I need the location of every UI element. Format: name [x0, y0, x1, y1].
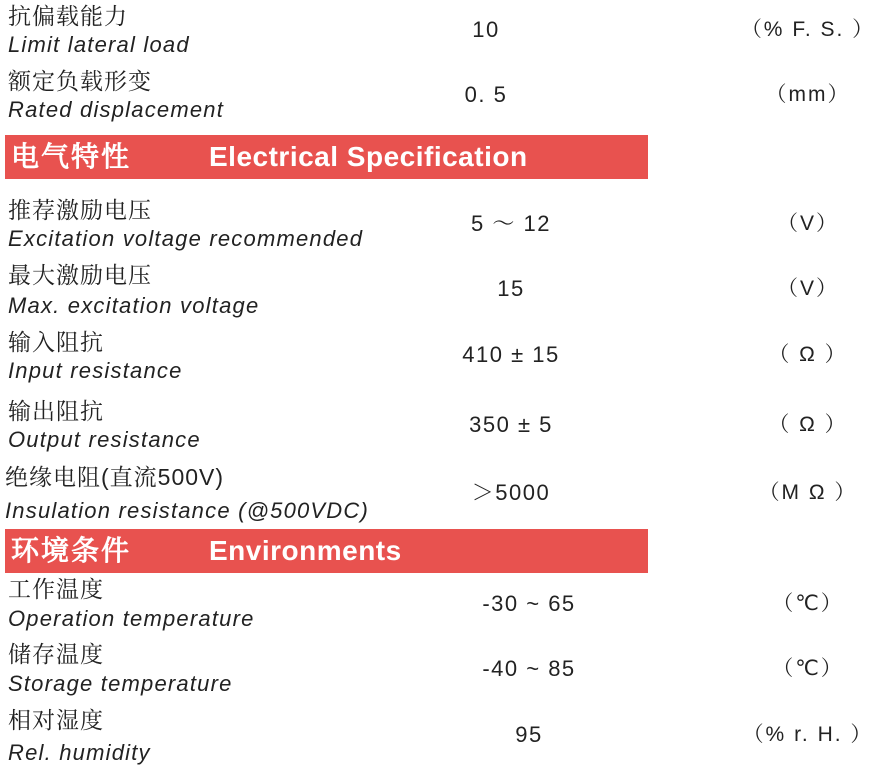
spec-label-en: Max. excitation voltage	[8, 293, 260, 318]
spec-value: ＞5000	[471, 480, 551, 505]
spec-label-en: Input resistance	[8, 358, 183, 383]
spec-label-en: Rated displacement	[8, 97, 225, 122]
spec-label-zh: 推荐激励电压	[8, 197, 152, 223]
spec-value: 15	[497, 276, 525, 301]
spec-label-zh: 工作温度	[8, 576, 104, 602]
section-title-zh: 电气特性	[11, 141, 132, 172]
spec-label-zh: 相对湿度	[8, 707, 104, 733]
spec-unit: （V）	[776, 277, 839, 300]
spec-label-zh: 输入阻抗	[8, 329, 104, 355]
section-title-zh: 环境条件	[11, 535, 132, 566]
spec-unit: （% F. S. ）	[740, 18, 875, 41]
spec-value: 410 ± 15	[462, 342, 560, 367]
spec-label-en: Excitation voltage recommended	[8, 226, 364, 251]
spec-value: 10	[472, 17, 500, 42]
spec-label-en: Limit lateral load	[8, 32, 190, 57]
spec-label-zh: 输出阻抗	[8, 398, 104, 424]
spec-label-en: Operation temperature	[8, 606, 255, 631]
spec-unit: （V）	[776, 212, 839, 235]
spec-unit: （ Ω ）	[768, 343, 848, 366]
spec-unit: （mm）	[765, 83, 851, 106]
spec-label-zh: 储存温度	[8, 641, 104, 667]
spec-value: 95	[515, 722, 543, 747]
spec-label-en: Storage temperature	[8, 671, 233, 696]
spec-label-zh: 最大激励电压	[8, 262, 152, 288]
spec-label-en: Rel. humidity	[8, 740, 151, 765]
spec-label-zh: 绝缘电阻(直流500V)	[5, 464, 225, 490]
spec-value: 5 ～ 12	[471, 211, 551, 236]
spec-label-zh: 额定负载形变	[8, 68, 152, 94]
spec-unit: （℃）	[772, 657, 844, 680]
section-header-environments	[5, 529, 648, 573]
spec-unit: （% r. H. ）	[742, 723, 874, 746]
spec-value: -40 ~ 85	[482, 656, 576, 681]
section-title-en: Electrical Specification	[209, 141, 528, 172]
spec-value: 350 ± 5	[469, 412, 553, 437]
spec-label-en: Output resistance	[8, 427, 201, 452]
spec-unit: （M Ω ）	[758, 481, 858, 504]
spec-label-zh: 抗偏载能力	[8, 3, 128, 29]
section-title-en: Environments	[209, 535, 402, 566]
spec-unit: （℃）	[772, 592, 844, 615]
spec-label-en: Insulation resistance (@500VDC)	[5, 498, 370, 523]
spec-value: 0. 5	[464, 82, 508, 107]
spec-value: -30 ~ 65	[482, 591, 576, 616]
spec-unit: （ Ω ）	[768, 413, 848, 436]
section-header-electrical	[5, 135, 648, 179]
